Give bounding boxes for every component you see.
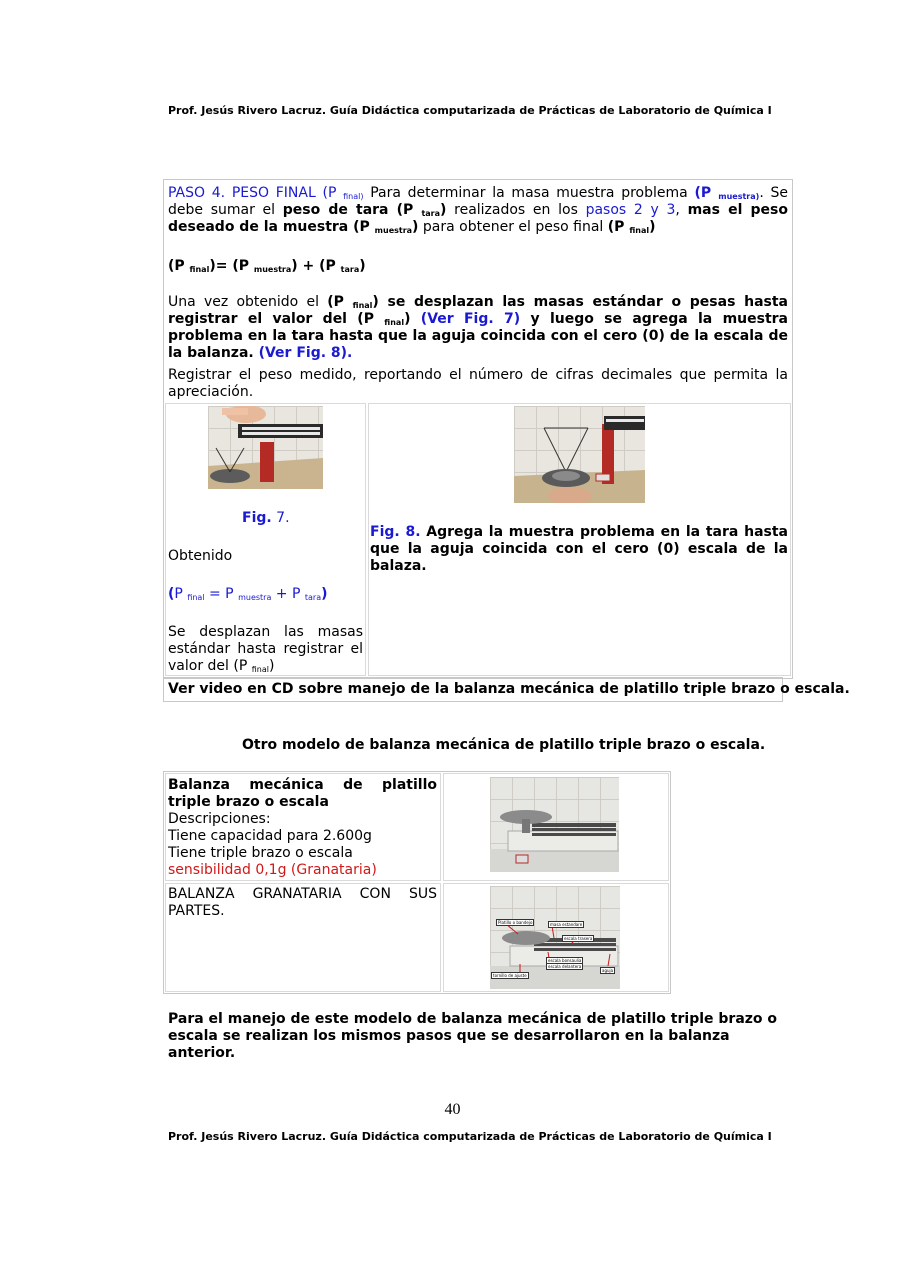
part-label-tornillo: tornillo de ajuste bbox=[493, 973, 527, 978]
part-label-masa: masa estandare bbox=[550, 922, 583, 927]
paso4-paragraph-1: PASO 4. PESO FINAL (P $_{final)}$ Para determinar la masa muestra problema (P $_{muestra)}$. Se debe sumar el peso de tara (P $_{tara}$) realizados en los pasos 2 y 3, mas el peso deseado de la muestra (P $_{muestra}$) para obtener el peso final (P $_{final}$) bbox=[168, 185, 788, 235]
fig7-equation: (P $_{final}$ = P $_{muestra}$ + P $_{tara}$) bbox=[168, 586, 328, 602]
video-note: Ver video en CD sobre manejo de la balanza mecánica de platillo triple brazo o escala. bbox=[168, 681, 850, 697]
paso4-paragraph-3: Registrar el peso medido, reportando el número de cifras decimales que permita la apreciación. bbox=[168, 367, 788, 400]
balanza-row2-title: BALANZA GRANATARIA CON SUS PARTES. bbox=[168, 886, 437, 919]
paso4-heading: PASO 4. PESO FINAL (P bbox=[168, 185, 344, 201]
balanza-parts-photo bbox=[490, 886, 620, 989]
fig7-balance-illustration bbox=[208, 406, 323, 489]
fig8-photo bbox=[514, 406, 645, 503]
balanza-photo bbox=[490, 777, 619, 872]
page-footer: Prof. Jesús Rivero Lacruz. Guía Didáctica computarizada de Prácticas de Laboratorio de Química I bbox=[168, 1130, 772, 1143]
part-label-escala-bonsaulia: escala bonsaulia bbox=[548, 958, 582, 963]
balanza-illustration bbox=[490, 777, 619, 872]
paso4-formula: (P $_{final}$)= (P $_{muestra}$) + (P $_{tara}$) bbox=[168, 258, 366, 274]
page-header: Prof. Jesús Rivero Lacruz. Guía Didáctica computarizada de Prácticas de Laboratorio de Química I bbox=[168, 104, 772, 117]
fig7-reference: (Ver Fig. 7) bbox=[420, 311, 521, 327]
part-label-escala-trasera: escala trasera bbox=[564, 936, 593, 941]
pasos-reference: pasos 2 y 3 bbox=[585, 202, 676, 218]
fig8-balance-illustration bbox=[514, 406, 645, 503]
part-label-escala-delantera: escala delantera bbox=[548, 964, 582, 969]
fig7-caption: Fig. 7. bbox=[242, 510, 290, 526]
fig8-reference: (Ver Fig. 8). bbox=[258, 345, 353, 361]
fig7-photo bbox=[208, 406, 323, 489]
part-label-platillo: Platillo o bandejo bbox=[498, 920, 533, 925]
balanza-row1-title: Balanza mecánica de platillo triple brazo o escala bbox=[168, 777, 437, 810]
part-label-aguja: aguja bbox=[602, 968, 614, 973]
final-note: Para el manejo de este modelo de balanza mecánica de platillo triple brazo o escala se realizan los mismos pasos que se desarrollaron en la balanza anterior. bbox=[168, 1011, 778, 1061]
otro-modelo-title: Otro modelo de balanza mecánica de platillo triple brazo o escala. bbox=[242, 737, 766, 753]
fig7-description: Se desplazan las masas estándar hasta registrar el valor del (P $_{final}$) bbox=[168, 624, 363, 674]
page-number: 40 bbox=[444, 1101, 461, 1118]
balanza-row1-arms: Tiene triple brazo o escala bbox=[168, 845, 353, 861]
fig8-caption: Fig. 8. Agrega la muestra problema en la tara hasta que la aguja coincida con el cero (0) escala de la balaza. bbox=[370, 524, 788, 574]
fig7-obtenido: Obtenido bbox=[168, 548, 233, 564]
balanza-row1-capacity: Tiene capacidad para 2.600g bbox=[168, 828, 372, 844]
balanza-row1-sensitivity: sensibilidad 0,1g (Granataria) bbox=[168, 862, 377, 878]
paso4-paragraph-2: Una vez obtenido el (P $_{final}$) se desplazan las masas estándar o pesas hasta registrar el valor del (P $_{final}$) (Ver Fig. 7) y luego se agrega la muestra problema en la tara hasta que la aguja coincida con el cero (0) de la escala de la balanza. (Ver Fig. 8). bbox=[168, 294, 788, 361]
balanza-row1-desc-label: Descripciones: bbox=[168, 811, 271, 827]
